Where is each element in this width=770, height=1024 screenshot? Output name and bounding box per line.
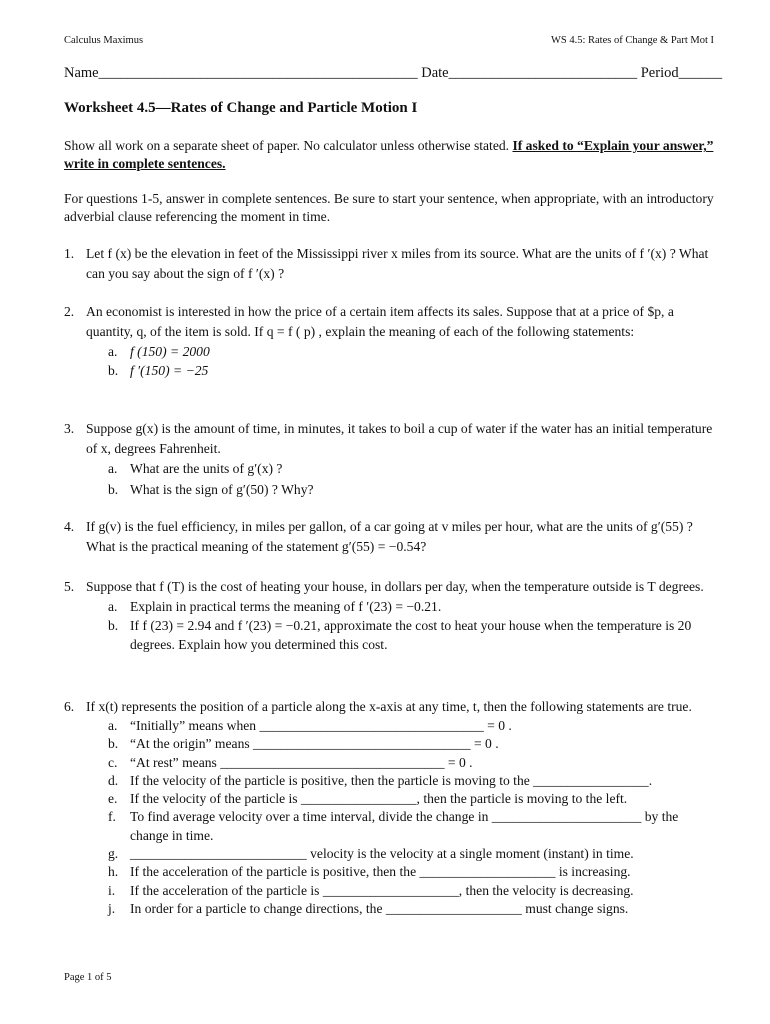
part-text: If the acceleration of the particle is positive, then the ____________________ is increasing. <box>130 864 631 880</box>
question-3 <box>64 419 716 499</box>
part-text: “Initially” means when _________________________________ = 0 . <box>130 718 512 733</box>
question-number: 6. <box>64 699 75 714</box>
question-part <box>108 754 716 772</box>
part-text: If the acceleration of the particle is ____________________, then the velocity is decreasing. <box>130 882 634 898</box>
question-5 <box>64 577 716 654</box>
part-letter: d. <box>108 772 119 788</box>
part-text: “At rest” means _________________________________ = 0 . <box>130 754 473 770</box>
question-text: Let f (x) be the elevation in feet of the Mississippi river x miles from its source. What are the units of f ′(x) ? What can you say about the sign of f ′(x) ? <box>86 246 709 281</box>
question-1 <box>64 244 716 284</box>
part-text: Explain in practical terms the meaning of f ′(23) = −0.21. <box>130 599 442 614</box>
part-letter: b. <box>108 482 119 497</box>
part-text: If the velocity of the particle is _________________, then the particle is moving to the left. <box>130 791 628 807</box>
part-text: If f (23) = 2.94 and f ′(23) = −0.21, approximate the cost to heat your house when the temperature is 20 degrees. Explain how you determined this cost. <box>130 618 692 652</box>
question-part <box>108 900 716 918</box>
question-text: An economist is interested in how the price of a certain item affects its sales. Suppose that at a price of $p, a quantity, q, of the item is sold. If q = f ( p) , explain the meaning of each of the following statements: <box>86 304 674 339</box>
question-part <box>108 480 716 499</box>
part-text: What are the units of g′(x) ? <box>130 461 283 476</box>
question-4 <box>64 517 716 557</box>
question-part <box>108 342 716 361</box>
question-part <box>108 790 716 808</box>
page-footer: Page 1 of 5 <box>64 972 112 983</box>
part-letter: b. <box>108 736 119 752</box>
question-part <box>108 597 716 616</box>
part-letter: b. <box>108 363 119 378</box>
part-letter: j. <box>108 900 116 916</box>
page-title: Worksheet 4.5—Rates of Change and Particle Motion I <box>64 100 418 116</box>
part-letter: a. <box>108 599 118 614</box>
part-letter: a. <box>108 718 118 733</box>
part-letter: e. <box>108 791 118 807</box>
part-text: To find average velocity over a time interval, divide the change in ______________________ by the change in time. <box>130 809 679 843</box>
intro-paragraph: For questions 1-5, answer in complete sentences. Be sure to start your sentence, when appropriate, with an introductory adverbial clause referencing the moment in time. <box>64 191 714 224</box>
question-part <box>108 616 716 654</box>
question-part <box>108 845 716 863</box>
part-text: In order for a particle to change directions, the ____________________ must change signs. <box>130 900 629 916</box>
part-text: If the velocity of the particle is positive, then the particle is moving to the _________________. <box>130 772 653 788</box>
part-text: f (150) = 2000 <box>130 344 210 359</box>
question-part <box>108 772 716 790</box>
question-text: Suppose that f (T) is the cost of heating your house, in dollars per day, when the temperature outside is T degrees. <box>86 579 704 594</box>
question-text: If g(v) is the fuel efficiency, in miles per gallon, of a car going at v miles per hour, what are the units of g′(55) ? What is the practical meaning of the statement g′(55) = −0.54? <box>86 519 693 554</box>
part-text: f ′(150) = −25 <box>130 363 209 378</box>
part-letter: h. <box>108 864 119 880</box>
question-number: 2. <box>64 304 75 319</box>
part-letter: b. <box>108 618 119 633</box>
question-part <box>108 459 716 478</box>
question-text: Suppose g(x) is the amount of time, in minutes, it takes to boil a cup of water if the water has an initial temperature of x, degrees Fahrenheit. <box>86 421 713 456</box>
part-text: __________________________ velocity is the velocity at a single moment (instant) in time. <box>130 846 634 862</box>
question-part <box>108 808 716 845</box>
question-number: 3. <box>64 421 75 436</box>
part-letter: a. <box>108 461 118 476</box>
question-number: 5. <box>64 579 75 594</box>
instructions-text: Show all work on a separate sheet of paper. No calculator unless otherwise stated. <box>64 138 513 153</box>
part-text: “At the origin” means ________________________________ = 0 . <box>130 736 499 752</box>
question-part <box>108 735 716 753</box>
question-part <box>108 717 716 735</box>
instructions-emphasis: If asked to “Explain your answer,” write in complete sentences. <box>64 138 714 171</box>
question-6 <box>64 697 716 918</box>
instructions <box>64 137 714 173</box>
part-letter: f. <box>108 809 116 825</box>
header-course: Calculus Maximus <box>64 35 144 46</box>
question-part <box>108 361 716 380</box>
question-number: 4. <box>64 519 75 534</box>
question-part <box>108 863 716 881</box>
question-number: 1. <box>64 246 75 261</box>
question-part <box>108 882 716 900</box>
name-date-period-line: Name____________________________________________ Date__________________________ Period______ <box>64 65 723 81</box>
part-letter: a. <box>108 344 118 359</box>
part-letter: c. <box>108 754 118 770</box>
part-text: What is the sign of g′(50) ? Why? <box>130 482 314 497</box>
part-letter: i. <box>108 882 116 898</box>
header-worksheet-id: WS 4.5: Rates of Change & Part Mot I <box>550 35 714 46</box>
question-2 <box>64 302 716 380</box>
part-letter: g. <box>108 846 119 862</box>
question-text: If x(t) represents the position of a particle along the x-axis at any time, t, then the following statements are true. <box>86 699 692 714</box>
